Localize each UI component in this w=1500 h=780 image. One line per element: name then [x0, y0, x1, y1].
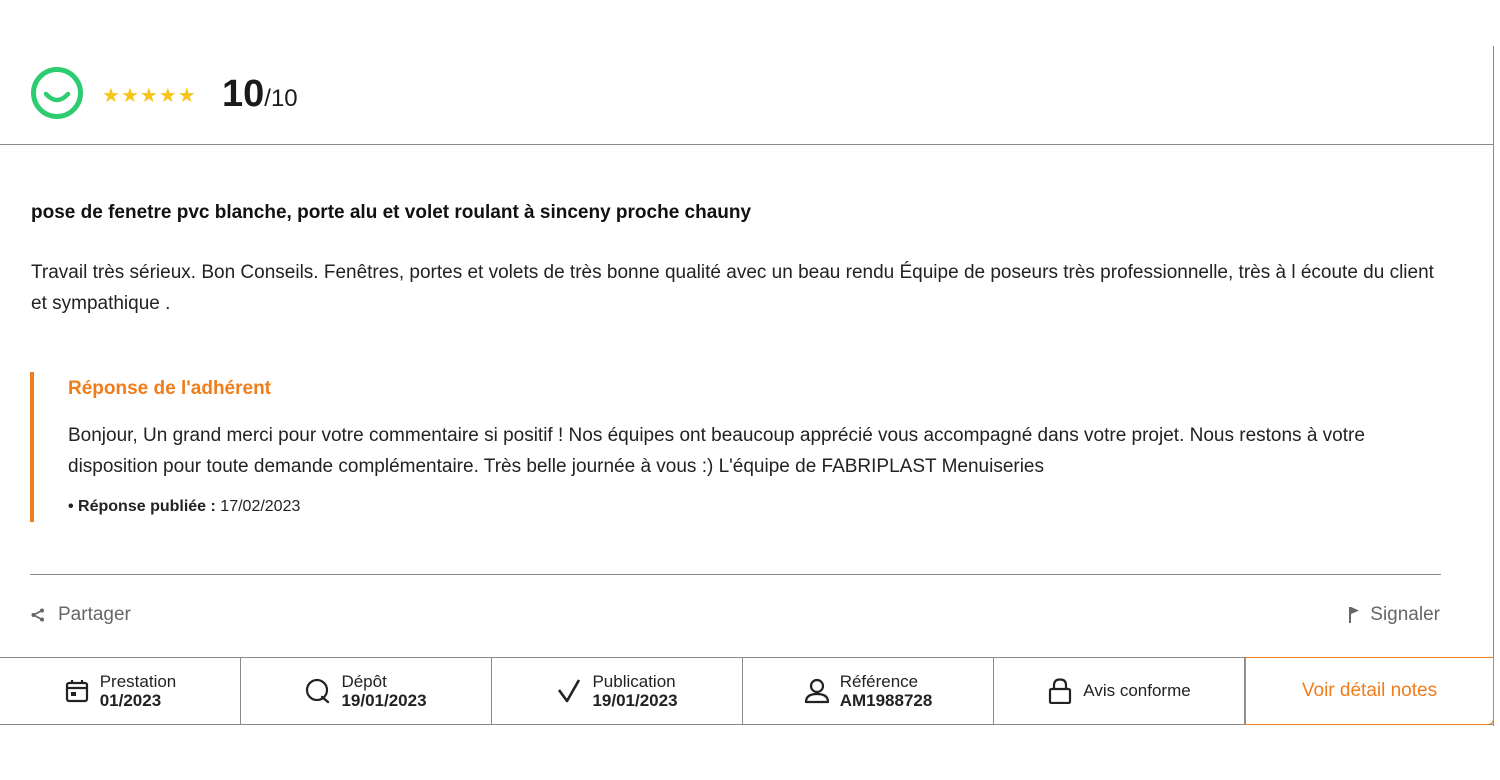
- member-response: [30, 372, 1440, 522]
- report-label: Signaler: [1370, 604, 1440, 625]
- share-button[interactable]: [30, 604, 131, 626]
- response-text: Bonjour, Un grand merci pour votre commentaire si positif ! Nos équipes ont beaucoup apprécié vous accompagné dans votre projet. Nous restons à votre disposition pour toute demande complémentaire. Très belle journée à vous :) L'équipe de FABRIPLAST Menuiseries: [68, 425, 1365, 477]
- reference-cell: [743, 658, 994, 724]
- report-button[interactable]: [1348, 604, 1440, 626]
- reference-label: Référence: [839, 672, 919, 691]
- reference-value: AM1988728: [839, 691, 933, 710]
- smiley-icon: [30, 66, 84, 120]
- prestation-label: Prestation: [99, 672, 177, 691]
- score-max: /10: [264, 85, 298, 112]
- prestation-cell: [0, 658, 241, 724]
- share-label: Partager: [58, 604, 131, 625]
- calendar-icon: [64, 678, 90, 704]
- review-body: Travail très sérieux. Bon Conseils. Fenêtres, portes et volets de très bonne qualité avec un beau rendu Équipe de poseurs très professionnelle, très à l écoute du client et sympathique .: [31, 262, 1434, 314]
- depot-value: 19/01/2023: [341, 691, 427, 710]
- review-card: [0, 46, 1494, 726]
- depot-label: Dépôt: [341, 672, 387, 691]
- chat-bubble-icon: [305, 678, 331, 704]
- divider: [30, 574, 1441, 575]
- star-icon: ★: [177, 85, 196, 107]
- response-title: Réponse de l'adhérent: [68, 378, 272, 399]
- conforme-cell: [994, 658, 1245, 724]
- score-value: 10: [222, 73, 265, 115]
- publication-value: 19/01/2023: [592, 691, 678, 710]
- star-icon: ★: [120, 85, 139, 107]
- publication-label: Publication: [592, 672, 676, 691]
- view-detail-button[interactable]: Voir détail notes: [1245, 657, 1494, 725]
- star-rating: [102, 86, 196, 106]
- review-header: [0, 46, 1494, 145]
- review-meta-bar: [0, 657, 1494, 725]
- rating-score: [222, 72, 298, 121]
- conforme-label: Avis conforme: [1083, 681, 1191, 700]
- share-icon: [30, 607, 46, 623]
- flag-icon: [1348, 606, 1360, 624]
- depot-cell: [241, 658, 492, 724]
- review-title: pose de fenetre pvc blanche, porte alu et volet roulant à sinceny proche chauny: [31, 202, 752, 223]
- star-icon: ★: [158, 85, 177, 107]
- checkmark-icon: [556, 678, 582, 704]
- publication-cell: [492, 658, 743, 724]
- response-date-label: • Réponse publiée :: [68, 498, 216, 515]
- response-date: [68, 498, 300, 516]
- prestation-value: 01/2023: [99, 691, 162, 710]
- star-icon: ★: [102, 85, 120, 107]
- user-icon: [804, 678, 830, 704]
- lock-icon: [1047, 678, 1073, 704]
- star-icon: ★: [139, 85, 158, 107]
- response-date-value: 17/02/2023: [220, 498, 301, 515]
